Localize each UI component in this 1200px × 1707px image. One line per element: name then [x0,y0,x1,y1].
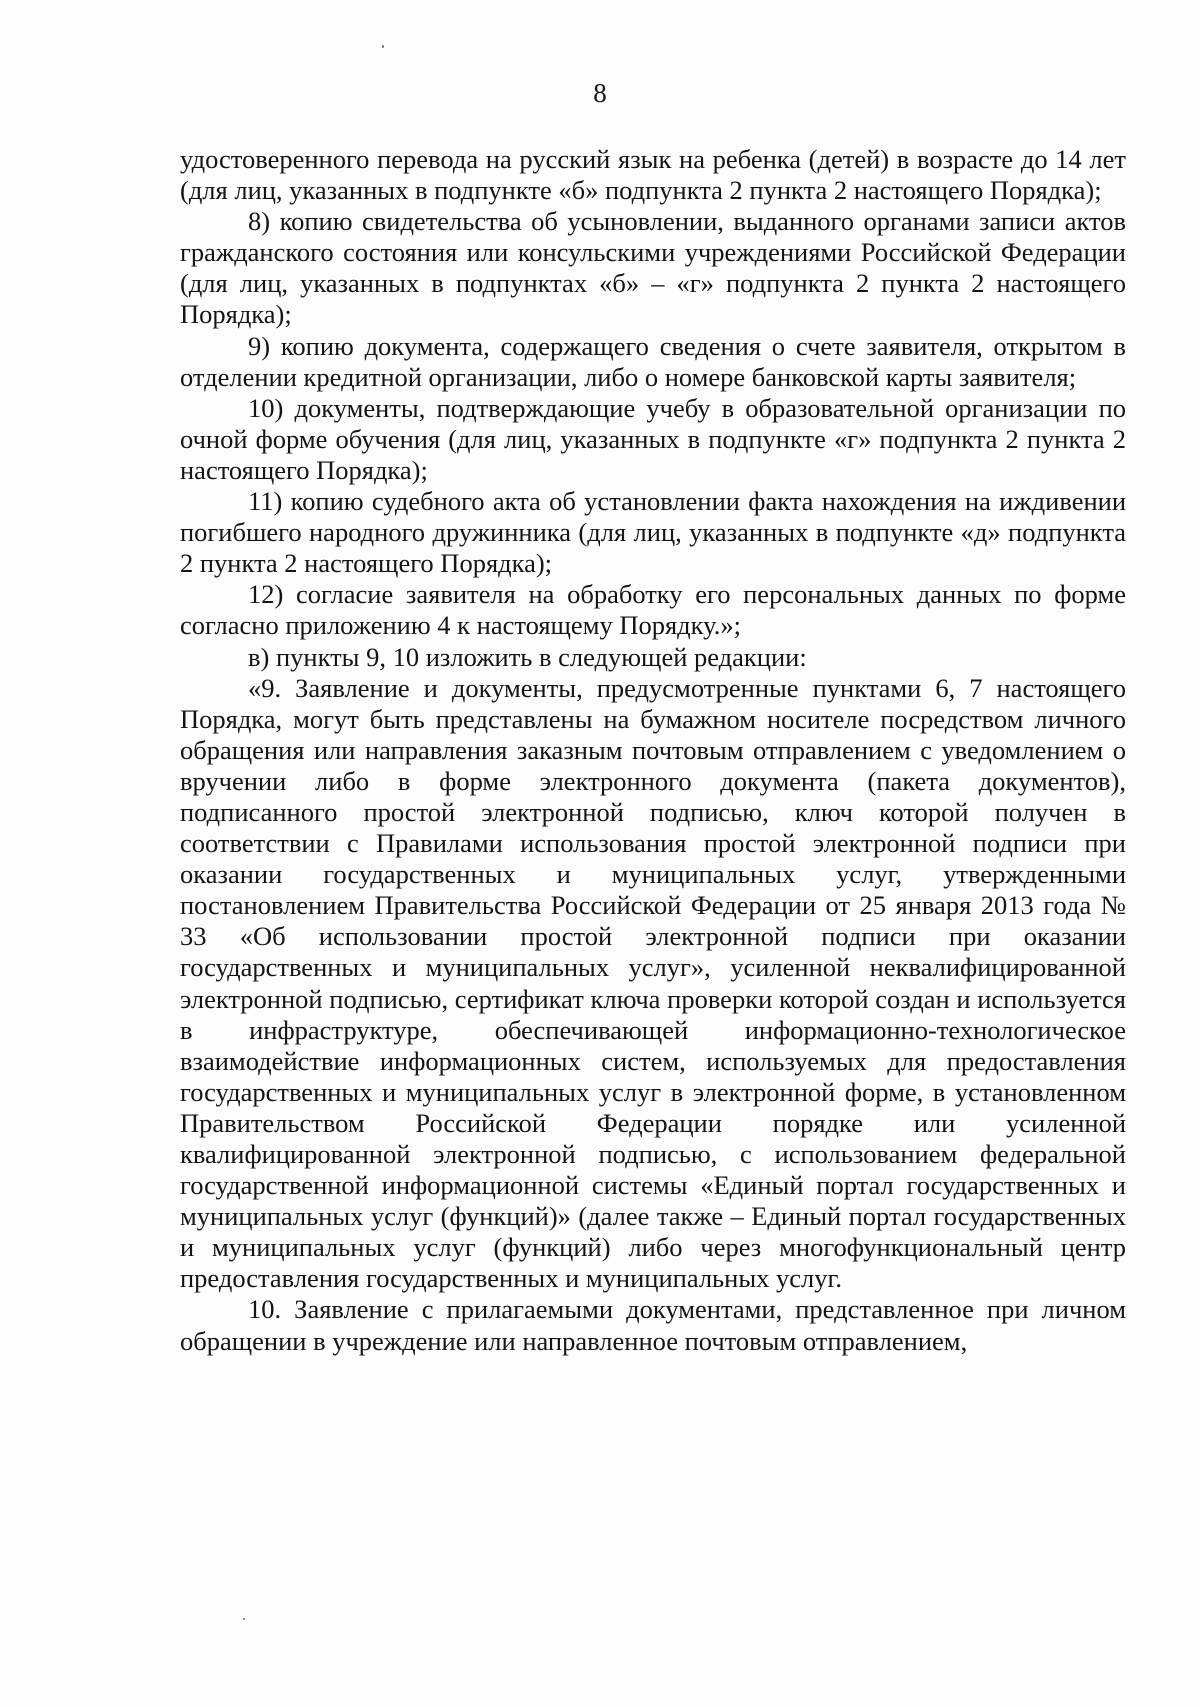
page-number: 8 [593,78,607,108]
paragraph-item-11: 11) копию судебного акта об установлении факта нахождения на иждивении погибшего народного дружинника (для лиц, указанных в подпункте «д» подпункта 2 пункта 2 настоящего Порядка); [180,486,1126,579]
scan-speck [243,1618,245,1620]
paragraph-item-8: 8) копию свидетельства об усыновлении, выданного органами записи актов гражданского состояния или консульскими учреждениями Российской Федерации (для лиц, указанных в подпунктах «б» – «г» подпункта 2 пункта 2 настоящего Порядка); [180,206,1126,330]
document-body [180,144,1126,1357]
paragraph-point-9: «9. Заявление и документы, предусмотренные пунктами 6, 7 настоящего Порядка, могут быть представлены на бумажном носителе посредством личного обращения или направления заказным почтовым отправлением с уведомлением о вручении либо в форме электронного документа (пакета документов), подписанного простой электронной подписью, ключ которой получен в соответствии с Правилами использования простой электронной подписи при оказании государственных и муниципальных услуг, утвержденными постановлением Правительства Российской Федерации от 25 января 2013 года № 33 «Об использовании простой электронной подписи при оказании государственных и муниципальных услуг», усиленной неквалифицированной электронной подписью, сертификат ключа проверки которой создан и используется в инфраструктуре, обеспечивающей информационно-технологическое взаимодействие информационных систем, используемых для предоставления государственных и муниципальных услуг в электронной форме, в установленном Правительством Российской Федерации порядке или усиленной квалифицированной электронной подписью, с использованием федеральной государственной информационной системы «Единый портал государственных и муниципальных услуг (функций)» (далее также – Единый портал государственных и муниципальных услуг (функций) либо через многофункциональный центр предоставления государственных и муниципальных услуг. [180,672,1126,1294]
paragraph-item-12: 12) согласие заявителя на обработку его персональных данных по форме согласно приложению 4 к настоящему Порядку.»; [180,579,1126,641]
scan-speck [382,45,384,48]
paragraph-continuation: удостоверенного перевода на русский язык на ребенка (детей) в возрасте до 14 лет (для лиц, указанных в подпункте «б» подпункта 2 пункта 2 настоящего Порядка); [180,144,1126,206]
paragraph-subitem-v: в) пункты 9, 10 изложить в следующей редакции: [248,641,807,672]
paragraph-item-10: 10) документы, подтверждающие учебу в образовательной организации по очной форме обучения (для лиц, указанных в подпункте «г» подпункта 2 пункта 2 настоящего Порядка); [180,392,1126,485]
paragraph-point-10: 10. Заявление с прилагаемыми документами, представленное при личном обращении в учреждение или направленное почтовым отправлением, [180,1294,1126,1356]
paragraph-item-9: 9) копию документа, содержащего сведения о счете заявителя, открытом в отделении кредитной организации, либо о номере банковской карты заявителя; [180,330,1126,392]
